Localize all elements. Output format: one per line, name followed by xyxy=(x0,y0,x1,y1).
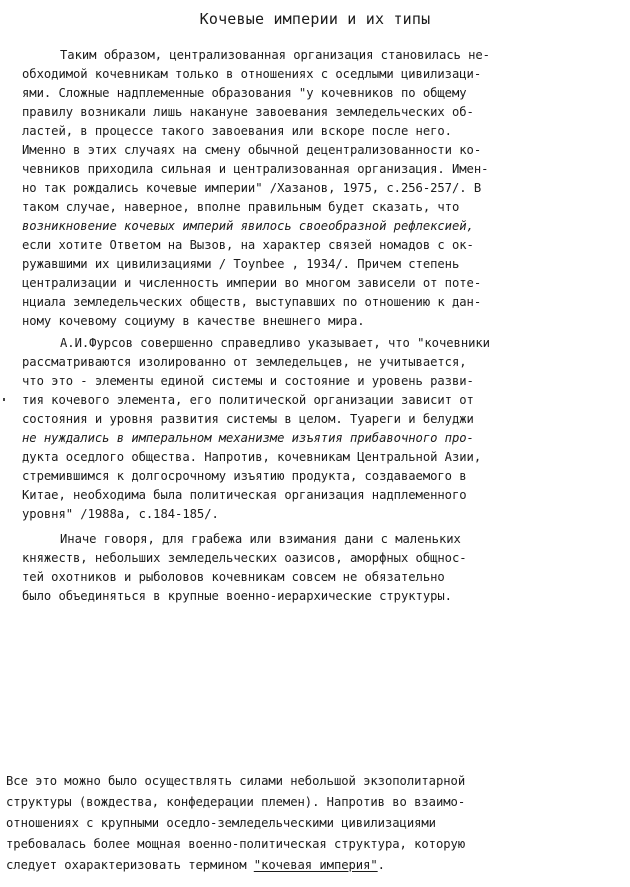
page-title: Кочевые империи и их типы xyxy=(199,10,431,28)
text-line: Именно в этих случаях на смену обычной децентрализованности ко- xyxy=(22,143,482,157)
text-line: тия кочевого элемента, его политической организации зависит от xyxy=(22,393,474,407)
text-line: правилу возникали лишь накануне завоевания земледельческих об- xyxy=(22,105,474,119)
text-line: рассматриваются изолированно от земледельцев, не учитывается, xyxy=(22,355,467,369)
text-line-italic: возникновение кочевых империй явилось своеобразной рефлексией, xyxy=(22,219,474,233)
text-line: чевников приходила сильная и централизованная организация. Имен- xyxy=(22,162,489,176)
text-line: структуры (вождества, конфедерации племен). Напротив во взаимо- xyxy=(6,795,466,809)
text-line: ружавшими их цивилизациями / Toynbee , 1934/. Причем степень xyxy=(22,257,460,271)
text-line-italic: не нуждались в имперальном механизме изъятия прибавочного про- xyxy=(22,431,474,445)
text-line: уровня" /1988а, с.184-185/. xyxy=(22,507,219,521)
text-line: было объединяться в крупные военно-иерархические структуры. xyxy=(22,589,452,603)
text-line: что это - элементы единой системы и состояние и уровень разви- xyxy=(22,374,474,388)
text-line: состояния и уровня развития системы в целом. Туареги и белуджи xyxy=(22,412,474,426)
text-line: требовалась более мощная военно-политическая структура, которую xyxy=(6,837,466,851)
text-line: Китае, необходима была политическая организация надплеменного xyxy=(22,488,467,502)
margin-mark xyxy=(3,398,5,401)
text-line: стремившимся к долгосрочному изъятию продукта, создаваемого в xyxy=(22,469,467,483)
text-line: таком случае, наверное, вполне правильным будет сказать, что xyxy=(22,200,460,214)
text-line: дукта оседлого общества. Напротив, кочевникам Центральной Азии, xyxy=(22,450,482,464)
text-line: централизации и численность империи во многом зависели от поте- xyxy=(22,276,482,290)
text-line: Таким образом, централизованная организация становилась не- xyxy=(60,48,490,62)
text-line-underlined-term: следует охарактеризовать термином "кочевая империя". xyxy=(6,858,385,872)
text-line: нциала земледельческих обществ, выступавших по отношению к дан- xyxy=(22,295,482,309)
text-line: ластей, в процессе такого завоевания или вскоре после него. xyxy=(22,124,452,138)
text-line: ями. Сложные надплеменные образования "у кочевников по общему xyxy=(22,86,467,100)
text-line: но так рождались кочевые империи" /Хазанов, 1975, с.256-257/. В xyxy=(22,181,482,195)
underlined-term: "кочевая империя" xyxy=(253,858,378,872)
text-line: А.И.Фурсов совершенно справедливо указывает, что "кочевники xyxy=(60,336,490,350)
text-line: отношениях с крупными оседло-земледельческими цивилизациями xyxy=(6,816,436,830)
text-line: княжеств, небольших земледельческих оазисов, аморфных общнос- xyxy=(22,551,467,565)
text-line: Иначе говоря, для грабежа или взимания дани с маленьких xyxy=(60,532,461,546)
text-line: обходимой кочевникам только в отношениях с оседлыми цивилизаци- xyxy=(22,67,482,81)
text-line: Все это можно было осуществлять силами небольшой экзополитарной xyxy=(6,774,466,788)
text-line: ному кочевому социуму в качестве внешнего мира. xyxy=(22,314,365,328)
text-line: тей охотников и рыболовов кочевникам совсем не обязательно xyxy=(22,570,445,584)
text-line: если хотите Ответом на Вызов, на характер связей номадов с ок- xyxy=(22,238,474,252)
